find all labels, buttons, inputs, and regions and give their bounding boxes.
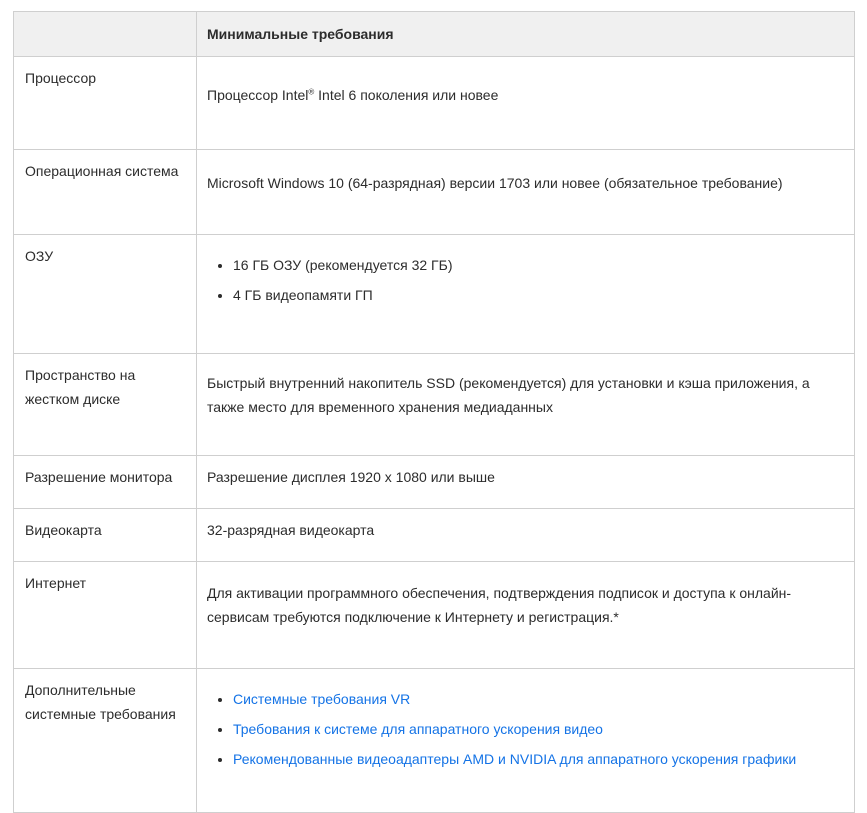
row-label-ram: ОЗУ xyxy=(14,235,197,354)
registered-mark: ® xyxy=(308,87,315,97)
table-row-disk xyxy=(14,354,855,456)
link-video-acceleration[interactable]: Требования к системе для аппаратного ускорения видео xyxy=(233,721,603,737)
row-label-monitor: Разрешение монитора xyxy=(14,456,197,509)
list-item xyxy=(233,717,844,741)
row-value-ram xyxy=(197,235,855,354)
row-value-internet: Для активации программного обеспечения, подтверждения подписок и доступа к онлайн-сервисам требуются подключение к Интернету и регистрация.* xyxy=(197,562,855,669)
table-row-os xyxy=(14,150,855,235)
processor-text-pre: Процессор Intel xyxy=(207,87,309,103)
requirements-table-wrapper xyxy=(13,11,854,813)
list-item xyxy=(233,687,844,711)
row-label-os: Операционная система xyxy=(14,150,197,235)
link-recommended-gpus[interactable]: Рекомендованные видеоадаптеры AMD и NVIDIA для аппаратного ускорения графики xyxy=(233,751,797,767)
row-value-gpu: 32-разрядная видеокарта xyxy=(197,509,855,562)
row-value-os: Microsoft Windows 10 (64-разрядная) версии 1703 или новее (обязательное требование) xyxy=(197,150,855,235)
row-label-disk: Пространство на жестком диске xyxy=(14,354,197,456)
requirements-table xyxy=(13,11,855,813)
list-item: • 4 ГБ видеопамяти ГП xyxy=(233,283,844,307)
row-label-gpu: Видеокарта xyxy=(14,509,197,562)
table-row-processor xyxy=(14,57,855,150)
table-header-row xyxy=(14,12,855,57)
table-row-gpu xyxy=(14,509,855,562)
row-value-extra xyxy=(197,669,855,813)
extra-links-list xyxy=(207,687,844,771)
header-empty-cell xyxy=(14,12,197,57)
link-vr-requirements[interactable]: Системные требования VR xyxy=(233,691,411,707)
table-row-monitor xyxy=(14,456,855,509)
row-value-processor xyxy=(197,57,855,150)
processor-text-post: Intel 6 поколения или новее xyxy=(314,87,499,103)
row-label-processor: Процессор xyxy=(14,57,197,150)
list-item: • 16 ГБ ОЗУ (рекомендуется 32 ГБ) xyxy=(233,253,844,277)
table-row-extra xyxy=(14,669,855,813)
table-row-ram xyxy=(14,235,855,354)
ram-list xyxy=(207,253,844,307)
row-value-monitor: Разрешение дисплея 1920 x 1080 или выше xyxy=(197,456,855,509)
table-row-internet xyxy=(14,562,855,669)
list-item xyxy=(233,747,844,771)
row-value-disk: Быстрый внутренний накопитель SSD (рекомендуется) для установки и кэша приложения, а также место для временного хранения медиаданных xyxy=(197,354,855,456)
header-min-requirements: Минимальные требования xyxy=(197,12,855,57)
row-label-internet: Интернет xyxy=(14,562,197,669)
row-label-extra: Дополнительные системные требования xyxy=(14,669,197,813)
